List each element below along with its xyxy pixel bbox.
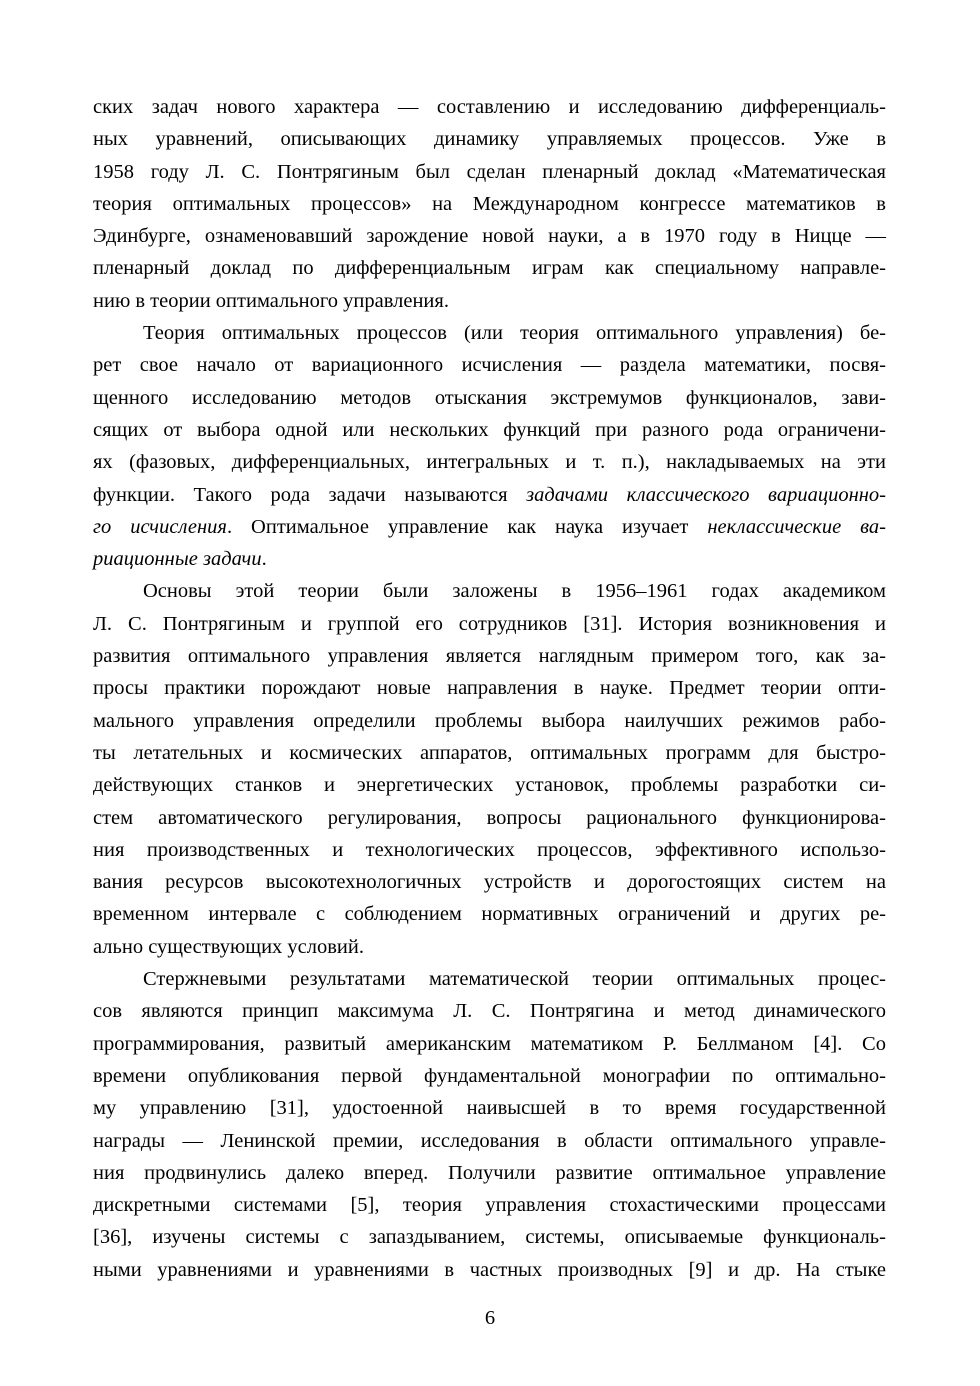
italic-term: задачами классического вариационно-: [526, 483, 886, 506]
text-line: рет свое начало от вариационного исчисления — раздела математики, посвя-: [93, 354, 886, 377]
text-line: просы практики порождают новые направления в науке. Предмет теории опти-: [93, 677, 886, 700]
text-line: щенного исследованию методов отыскания экстремумов функционалов, зави-: [93, 386, 886, 409]
text-line: нию в теории оптимального управления.: [93, 289, 449, 312]
text-line: Л. С. Понтрягиным и группой его сотрудников [31]. История возникновения и: [93, 612, 886, 635]
text-line: мального управления определили проблемы выбора наилучших режимов рабо-: [93, 709, 886, 732]
text-line: [93, 543, 886, 575]
text-line: Теория оптимальных процессов (или теория оптимального управления) бе-: [143, 322, 886, 345]
paragraph-1: [93, 91, 886, 317]
text-line: вания ресурсов высокотехнологичных устройств и дорогостоящих систем на: [93, 871, 886, 894]
text-line: ния продвинулись далеко вперед. Получили развитие оптимальное управление: [93, 1161, 886, 1184]
paragraph-4: [93, 963, 886, 1286]
text-line: временном интервале с соблюдением нормативных ограничений и других ре-: [93, 903, 886, 926]
text-line: действующих станков и энергетических установок, проблемы разработки си-: [93, 774, 886, 797]
paragraph-2: [93, 317, 886, 575]
text-line: развития оптимального управления является наглядным примером того, как за-: [93, 645, 886, 668]
text-line: [93, 479, 886, 511]
text-line: Эдинбурге, ознаменовавший зарождение новой науки, а в 1970 году в Ницце —: [93, 225, 886, 248]
text-line: теория оптимальных процессов» на Международном конгрессе математиков в: [93, 192, 886, 215]
text-line: сящих от выбора одной или нескольких функций при разного рода ограничени-: [93, 418, 886, 441]
text-line: награды — Ленинской премии, исследования в области оптимального управле-: [93, 1129, 886, 1152]
text-line: му управлению [31], удостоенной наивысшей в то время государственной: [93, 1097, 886, 1120]
text-run: .: [261, 548, 267, 571]
text-line: ально существующих условий.: [93, 935, 364, 958]
body-text: [93, 91, 886, 1286]
italic-term: неклассические ва-: [707, 515, 886, 538]
text-line: стем автоматического регулирования, вопросы рационального функционирова-: [93, 806, 886, 829]
text-line: [36], изучены системы с запаздыванием, системы, описываемые функциональ-: [93, 1226, 886, 1249]
page-number: 6: [484, 1307, 496, 1329]
text-line: ты летательных и космических аппаратов, оптимальных программ для быстро-: [93, 741, 886, 764]
text-line: 1958 году Л. С. Понтрягиным был сделан пленарный доклад «Математическая: [93, 160, 886, 183]
text-line: ях (фазовых, дифференциальных, интегральных и т. п.), накладываемых на эти: [93, 451, 886, 474]
italic-term: риационные задачи: [93, 548, 262, 571]
text-line: Стержневыми результатами математической теории оптимальных процес-: [143, 968, 886, 991]
text-line: Основы этой теории были заложены в 1956–1961 годах академиком: [143, 580, 886, 603]
text-run: функции. Такого рода задачи называются: [93, 483, 508, 506]
text-line: ными уравнениями и уравнениями в частных производных [9] и др. На стыке: [93, 1258, 886, 1281]
text-line: дискретными системами [5], теория управления стохастическими процессами: [93, 1194, 886, 1217]
text-run: . Оптимальное управление как наука изучает: [226, 515, 689, 538]
text-line: ских задач нового характера — составлению и исследованию дифференциаль-: [93, 96, 886, 118]
text-line: ния производственных и технологических процессов, эффективного использо-: [93, 838, 886, 861]
italic-term: го исчисления: [93, 515, 227, 538]
text-line: [93, 511, 886, 543]
text-line: программирования, развитый американским математиком Р. Беллманом [4]. Со: [93, 1032, 886, 1055]
text-line: пленарный доклад по дифференциальным играм как специальному направле-: [93, 257, 886, 280]
text-line: времени опубликования первой фундаментальной монографии по оптимально-: [93, 1064, 886, 1087]
paragraph-3: [93, 575, 886, 963]
text-line: сов являются принцип максимума Л. С. Понтрягина и метод динамического: [93, 1000, 886, 1023]
text-line: ных уравнений, описывающих динамику управляемых процессов. Уже в: [93, 128, 886, 151]
